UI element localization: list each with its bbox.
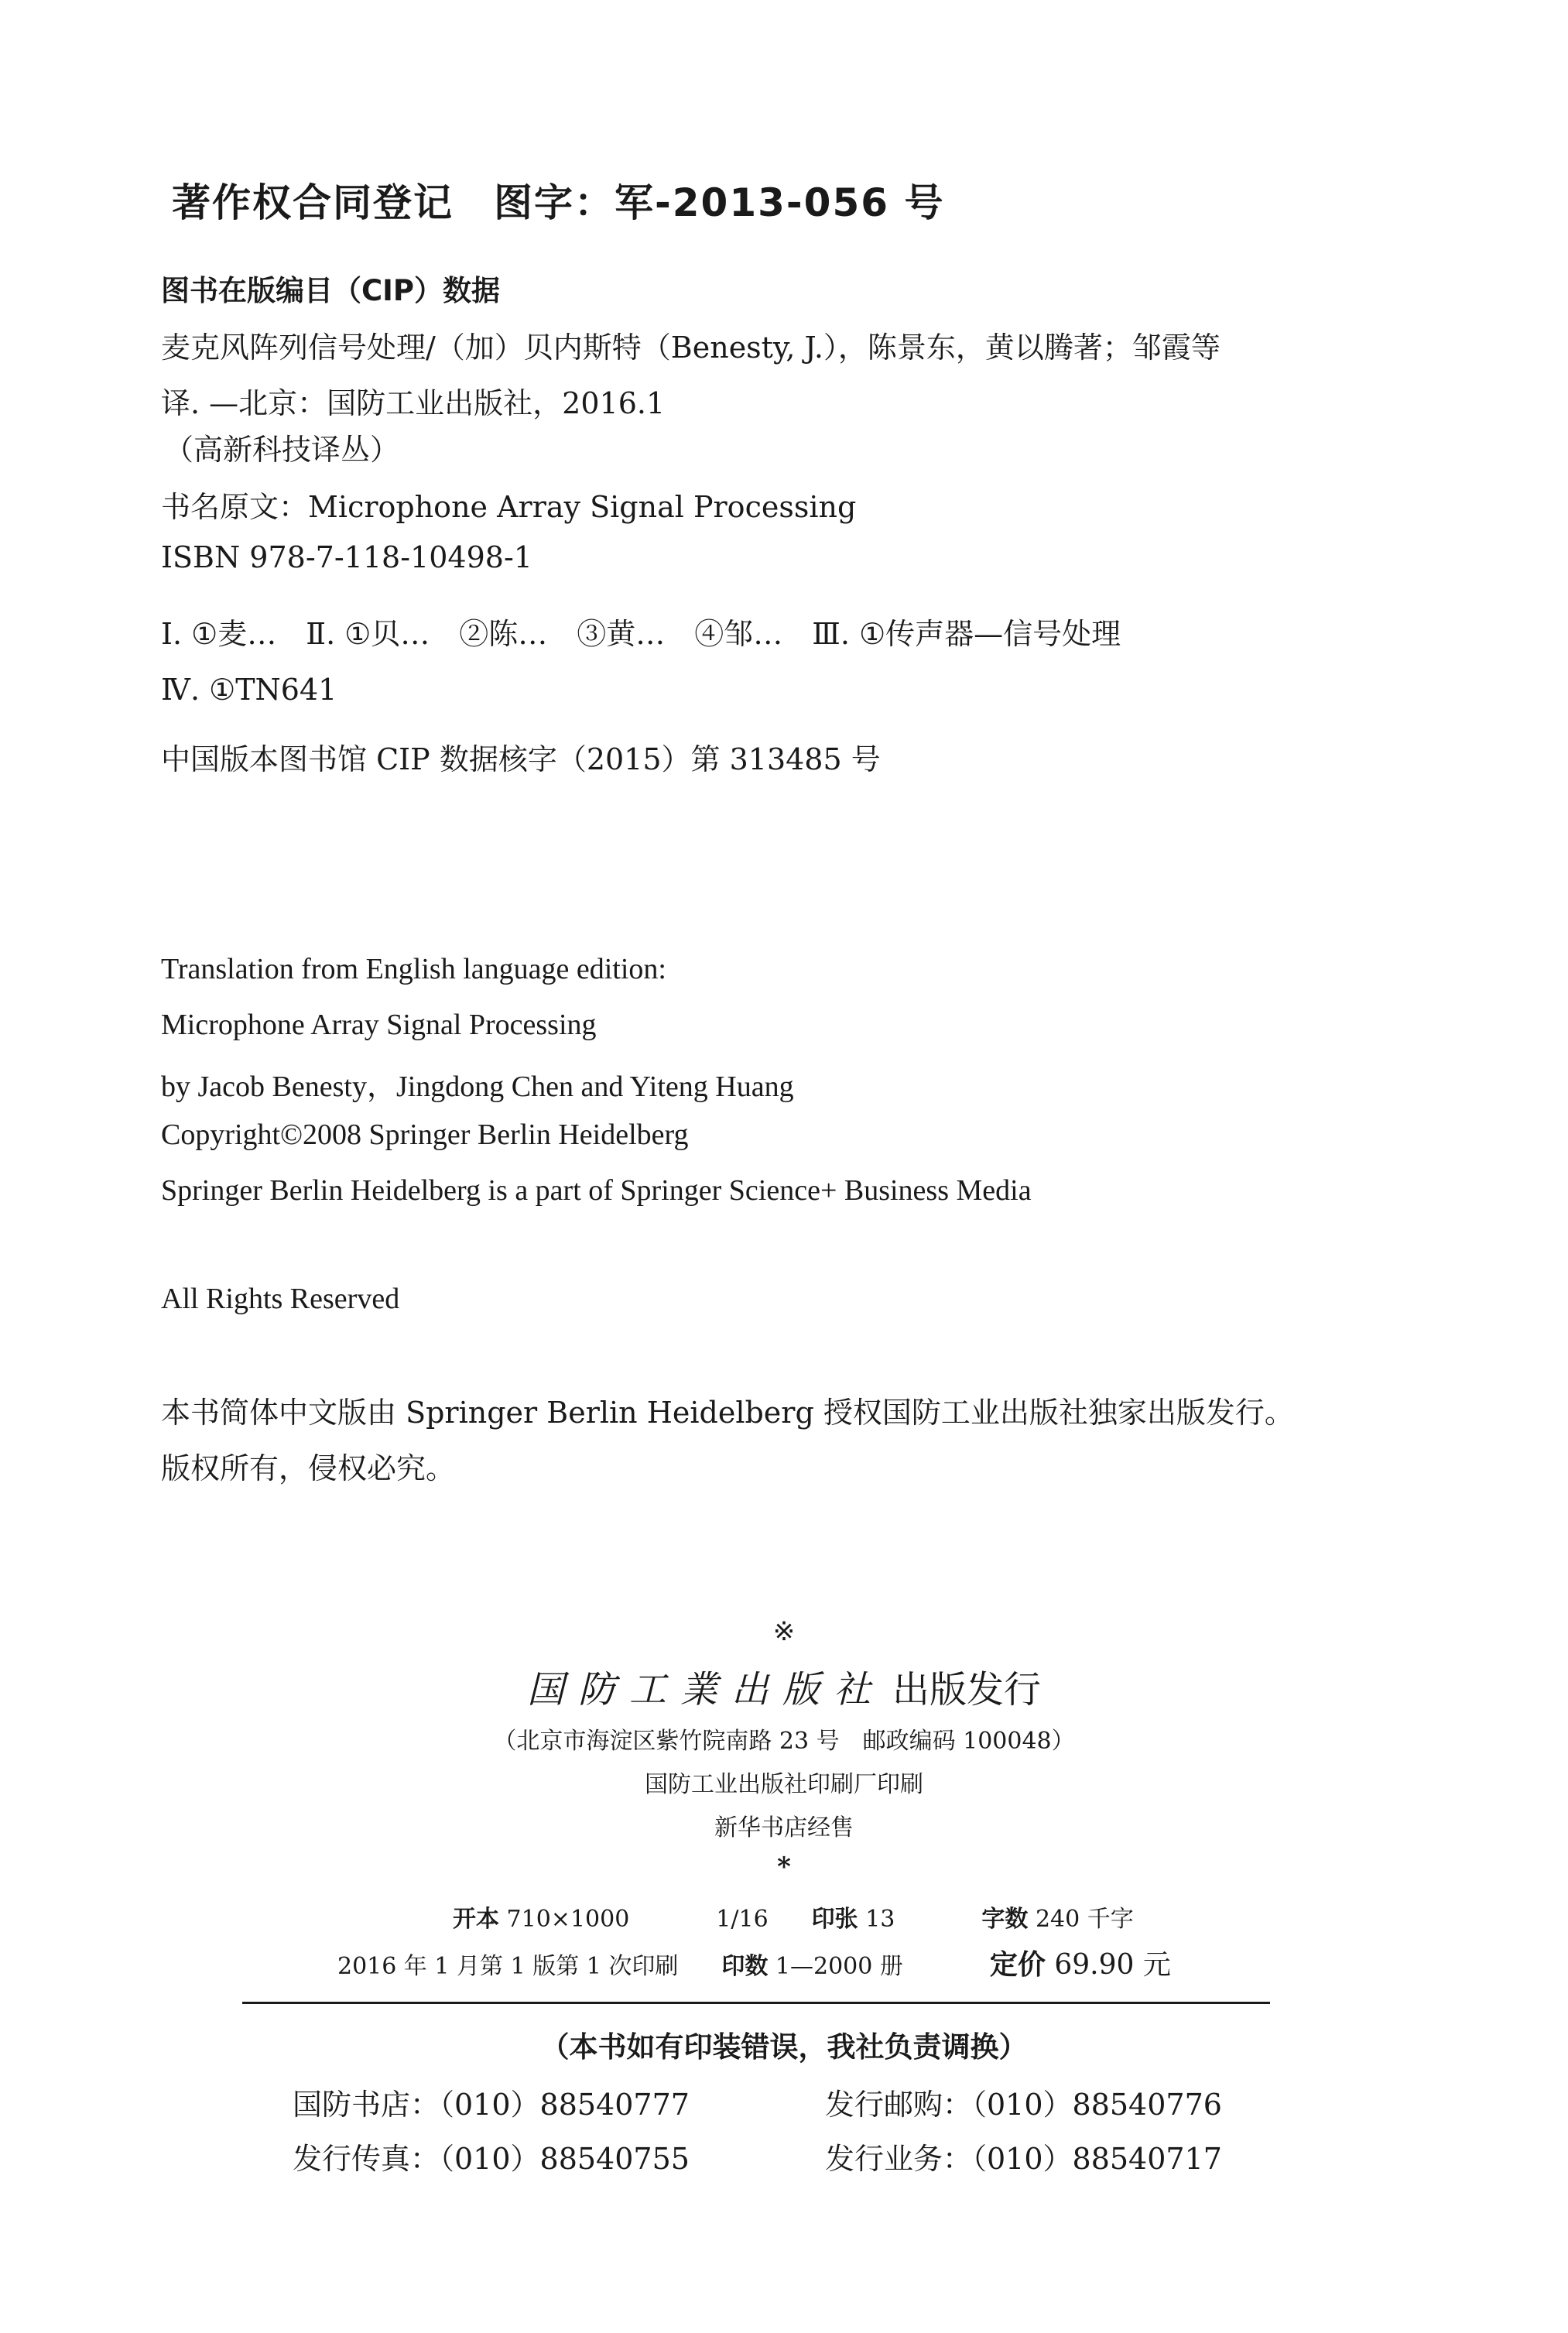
asterisk-mark: *	[777, 1852, 791, 1883]
price: 定价 69.90 元	[989, 1949, 1171, 1981]
cip-series: （高新科技译丛）	[164, 433, 400, 467]
seller-line: 新华书店经售	[714, 1814, 854, 1841]
cip-classification	[161, 606, 1376, 718]
cip-isbn: ISBN 978-7-118-10498-1	[161, 540, 532, 574]
publisher-address: （北京市海淀区紫竹院南路 23 号 邮政编码 100048）	[493, 1728, 1075, 1755]
printer-line: 国防工业出版社印刷厂印刷	[645, 1771, 923, 1798]
rights-statement: 版权所有，侵权必究。	[161, 1451, 456, 1485]
word-count-spec: 字数 240 千字	[981, 1906, 1134, 1933]
cip-original-title: 书名原文：Microphone Array Signal Processing	[161, 490, 857, 524]
springer-line: Springer Berlin Heidelberg is a part of Springer Science+ Business Media	[161, 1174, 1032, 1207]
printing-info	[337, 1943, 1258, 1982]
print-run: 印数 1—2000 册	[721, 1953, 903, 1980]
contact-mail-order: 发行邮购：（010）88540776	[825, 2088, 1222, 2122]
replacement-notice: （本书如有印装错误，我社负责调换）	[540, 2030, 1028, 2064]
divider-line	[242, 2002, 1270, 2004]
format-fold: 1/16	[716, 1906, 769, 1933]
reference-mark: ※	[772, 1616, 796, 1647]
contact-business: 发行业务：（010）88540717	[825, 2142, 1222, 2176]
authorization-statement: 本书简体中文版由 Springer Berlin Heidelberg 授权国防工业出版社独家出版发行。	[161, 1396, 1294, 1430]
sheets-spec: 印张 13	[811, 1906, 895, 1933]
copyright-registration: 著作权合同登记 图字：军-2013-056 号	[172, 180, 945, 225]
translation-source-line: Translation from English language edition:	[161, 953, 666, 985]
format-spec: 开本 710×1000	[453, 1906, 630, 1933]
contact-bookstore: 国防书店：（010）88540777	[293, 2088, 690, 2122]
original-book-title: Microphone Array Signal Processing	[161, 1009, 597, 1041]
cip-main-line-2: 译. —北京：国防工业出版社，2016.1	[161, 386, 666, 420]
cip-classification-line-2: Ⅳ. ①TN641	[161, 673, 337, 707]
contact-fax: 发行传真：（010）88540755	[293, 2142, 690, 2176]
cip-heading: 图书在版编目（CIP）数据	[161, 274, 501, 307]
cip-data-number: 中国版本图书馆 CIP 数据核字（2015）第 313485 号	[161, 742, 881, 776]
publisher-suffix: 出版发行	[892, 1668, 1042, 1711]
cip-classification-line-1: Ⅰ. ①麦… Ⅱ. ①贝… ②陈… ③黄… ④邹… Ⅲ. ①传声器—信号处理	[161, 617, 1121, 651]
cip-main-line-1: 麦克风阵列信号处理/（加）贝内斯特（Benesty, J.），陈景东，黄以腾著；邹霞等	[161, 331, 1221, 365]
copyright-line: Copyright©2008 Springer Berlin Heidelberg	[161, 1119, 689, 1151]
publisher-line	[0, 1660, 1568, 1713]
publisher-name: 国防工業出版社	[526, 1668, 885, 1711]
cip-main-entry	[161, 320, 1376, 431]
all-rights-reserved: All Rights Reserved	[161, 1283, 400, 1315]
original-authors: by Jacob Benesty，Jingdong Chen and Yiteng Huang	[161, 1071, 794, 1103]
edition-info: 2016 年 1 月第 1 版第 1 次印刷	[337, 1953, 679, 1980]
book-specs	[453, 1900, 1221, 1934]
